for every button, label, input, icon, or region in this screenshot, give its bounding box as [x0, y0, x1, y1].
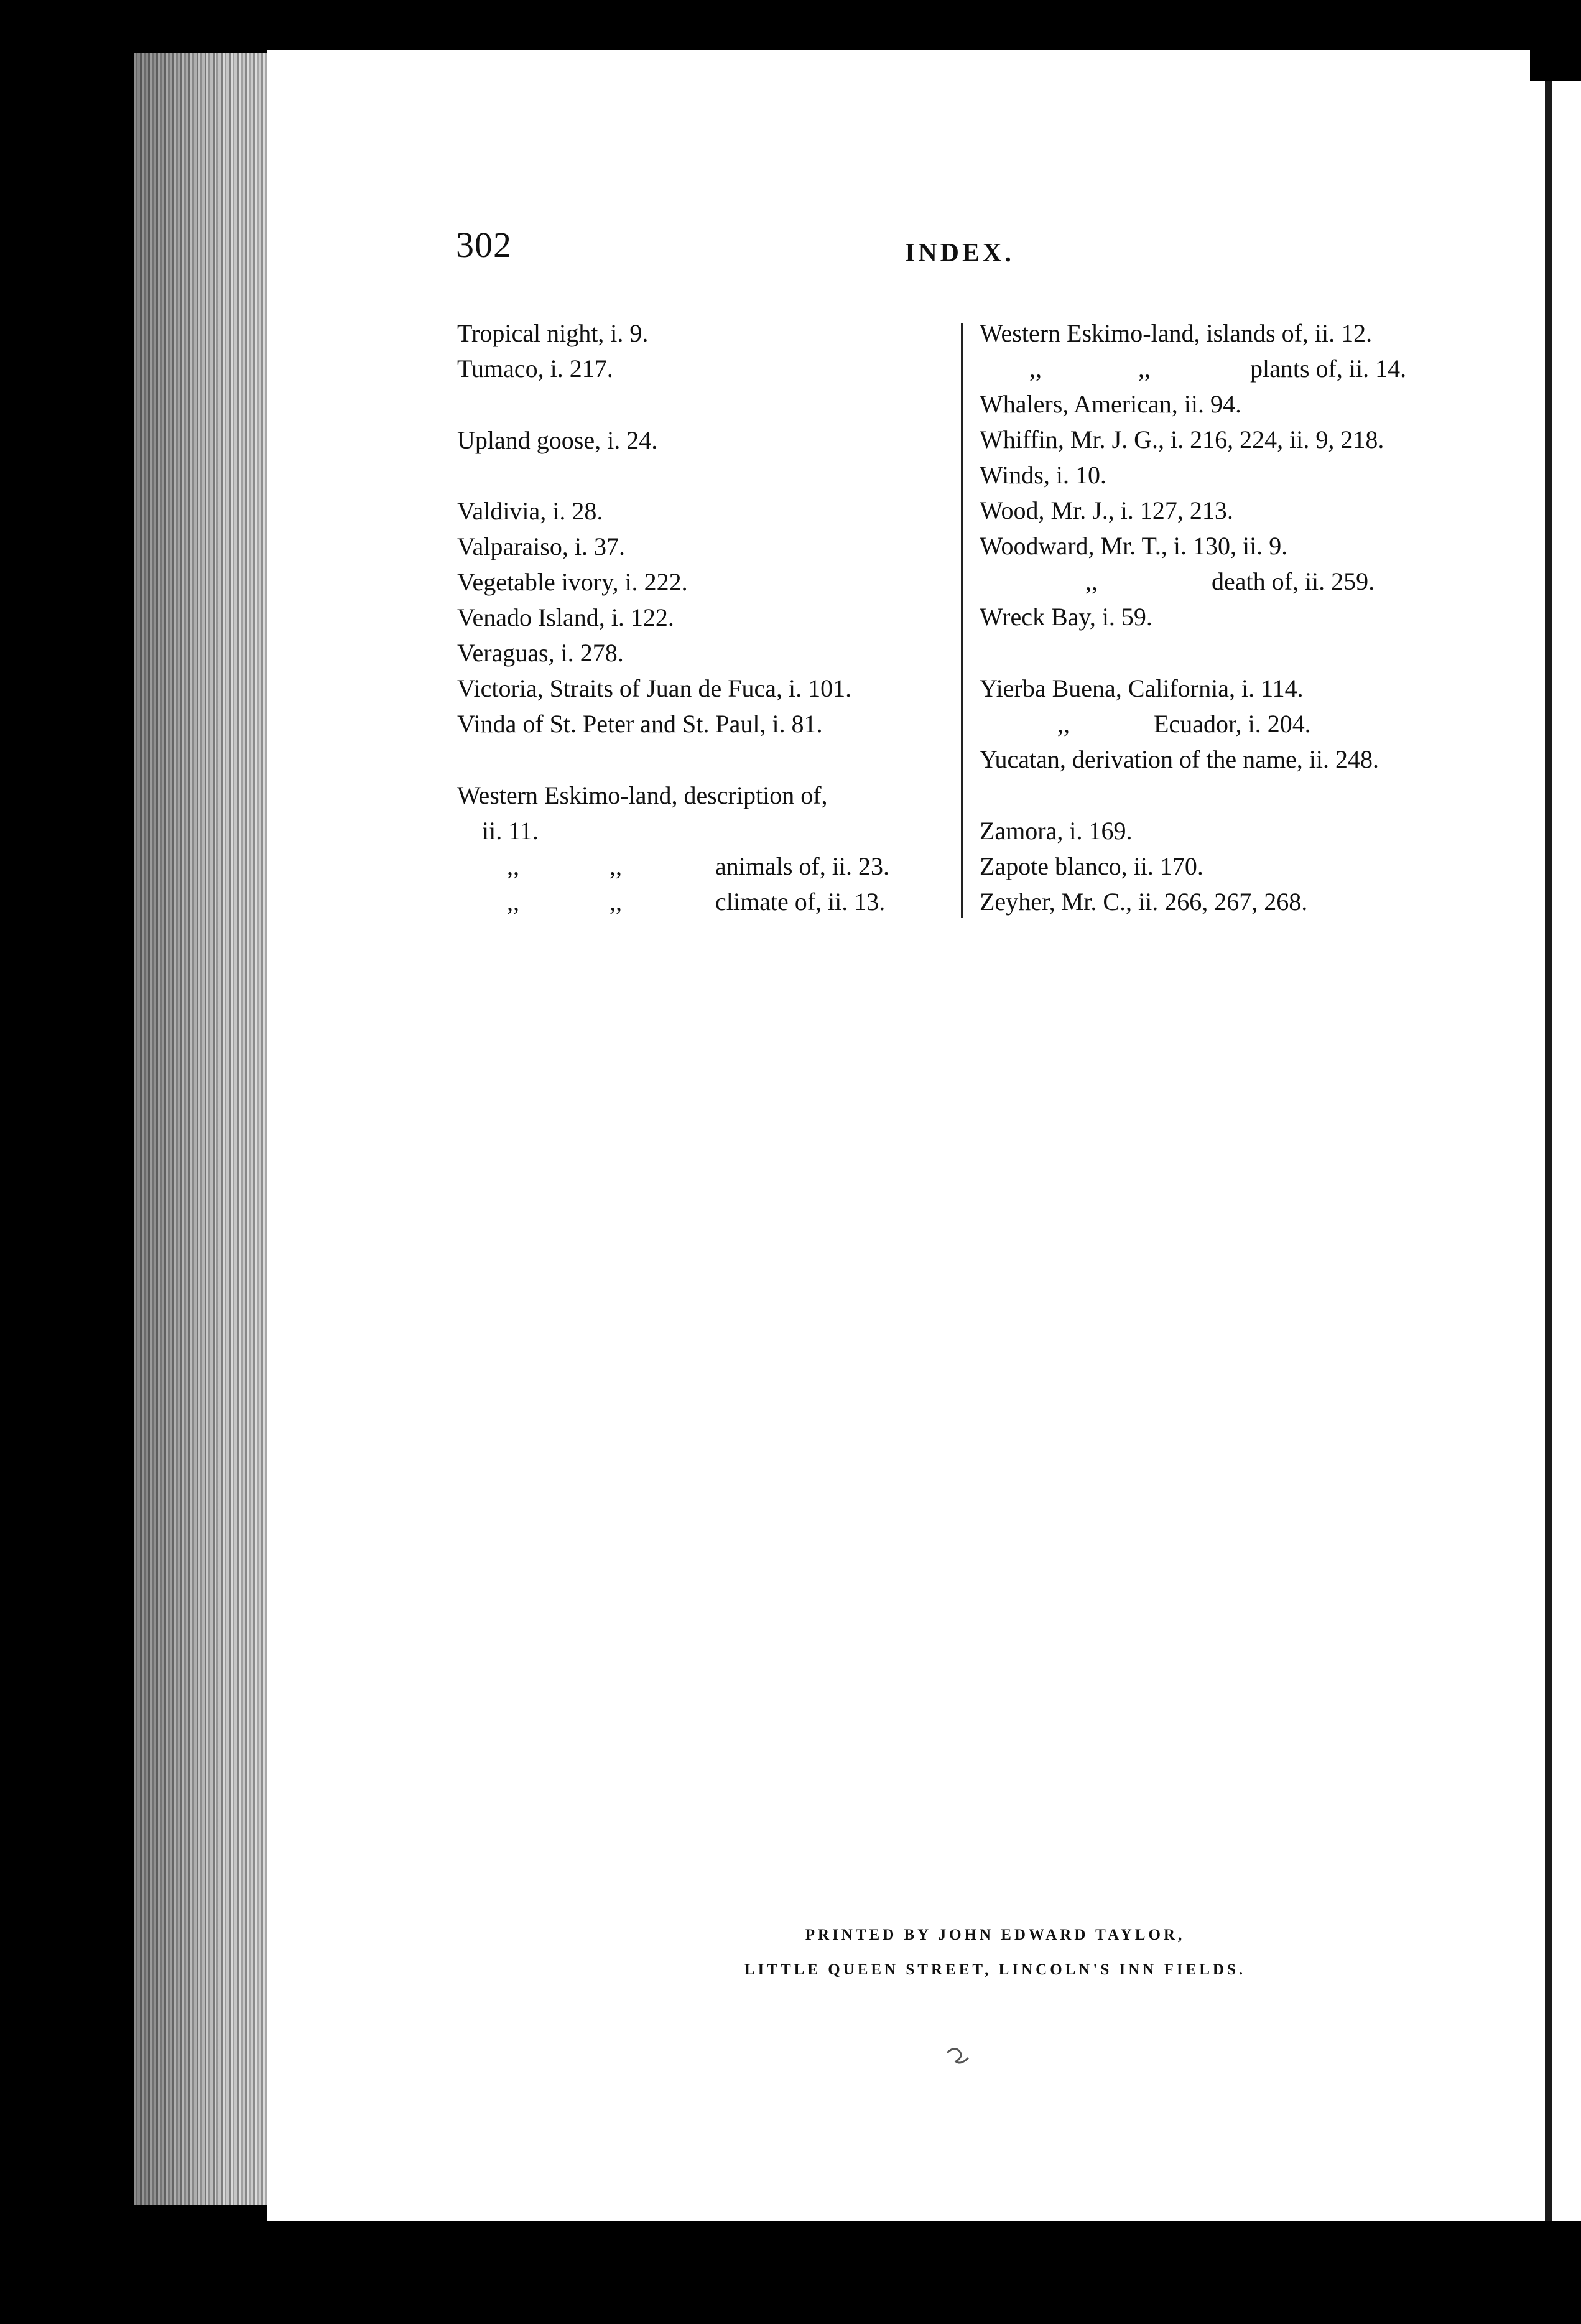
right-page-margin [1530, 81, 1545, 2221]
index-entry: Tropical night, i. 9. [457, 319, 649, 347]
ditto-mark: ,, [610, 888, 622, 916]
index-entry: Zamora, i. 169. [980, 817, 1133, 845]
ditto-mark: ,, [1057, 710, 1070, 738]
index-entry: Valdivia, i. 28. [457, 497, 603, 525]
index-entry: Upland goose, i. 24. [457, 426, 658, 454]
facing-page-edge [1552, 81, 1581, 2221]
book-page-edges [134, 53, 283, 2205]
index-entry: Zeyher, Mr. C., ii. 266, 267, 268. [980, 888, 1308, 916]
printer-imprint-line1: PRINTED BY JOHN EDWARD TAYLOR, [805, 1927, 1185, 1943]
ditto-mark: ,, [507, 888, 519, 916]
index-entry: Tumaco, i. 217. [457, 355, 613, 383]
page-number: 302 [456, 225, 512, 265]
index-subentry: death of, ii. 259. [1212, 567, 1375, 595]
ditto-mark: ,, [1085, 567, 1098, 595]
printer-imprint-line2: LITTLE QUEEN STREET, LINCOLN'S INN FIELDS. [744, 1961, 1246, 1978]
ditto-mark: ,, [610, 852, 622, 880]
index-entry: Venado Island, i. 122. [457, 603, 674, 631]
index-entry: Whalers, American, ii. 94. [980, 390, 1241, 418]
index-entry: Yucatan, derivation of the name, ii. 248. [980, 745, 1379, 773]
ditto-mark: ,, [1138, 355, 1151, 383]
index-entry-continuation: ii. 11. [482, 817, 539, 845]
index-entry: Wood, Mr. J., i. 127, 213. [980, 496, 1233, 524]
right-binding-shadow [1545, 81, 1552, 2221]
pencil-mark-icon [942, 2034, 980, 2071]
index-entry: Vinda of St. Peter and St. Paul, i. 81. [457, 710, 823, 738]
index-entry: Zapote blanco, ii. 170. [980, 852, 1203, 880]
ditto-mark: ,, [507, 852, 519, 880]
running-title: INDEX. [905, 239, 1014, 267]
index-entry: Winds, i. 10. [980, 461, 1106, 489]
index-entry: Victoria, Straits of Juan de Fuca, i. 101. [457, 674, 852, 702]
index-subentry: climate of, ii. 13. [715, 888, 886, 916]
ditto-mark: ,, [1029, 355, 1042, 383]
index-entry: Whiffin, Mr. J. G., i. 216, 224, ii. 9, 218. [980, 425, 1384, 453]
index-subentry: animals of, ii. 23. [715, 852, 889, 880]
index-entry: Woodward, Mr. T., i. 130, ii. 9. [980, 532, 1288, 560]
index-subentry: plants of, ii. 14. [1250, 355, 1407, 383]
index-entry: Wreck Bay, i. 59. [980, 603, 1152, 631]
index-entry: Western Eskimo-land, islands of, ii. 12. [980, 319, 1373, 347]
index-entry: Veraguas, i. 278. [457, 639, 624, 667]
index-entry: Vegetable ivory, i. 222. [457, 568, 688, 596]
index-entry: Valparaiso, i. 37. [457, 532, 625, 560]
index-subentry: Ecuador, i. 204. [1154, 710, 1311, 738]
index-entry: Yierba Buena, California, i. 114. [980, 674, 1304, 702]
column-divider [961, 323, 963, 918]
index-entry: Western Eskimo-land, description of, [457, 781, 828, 809]
